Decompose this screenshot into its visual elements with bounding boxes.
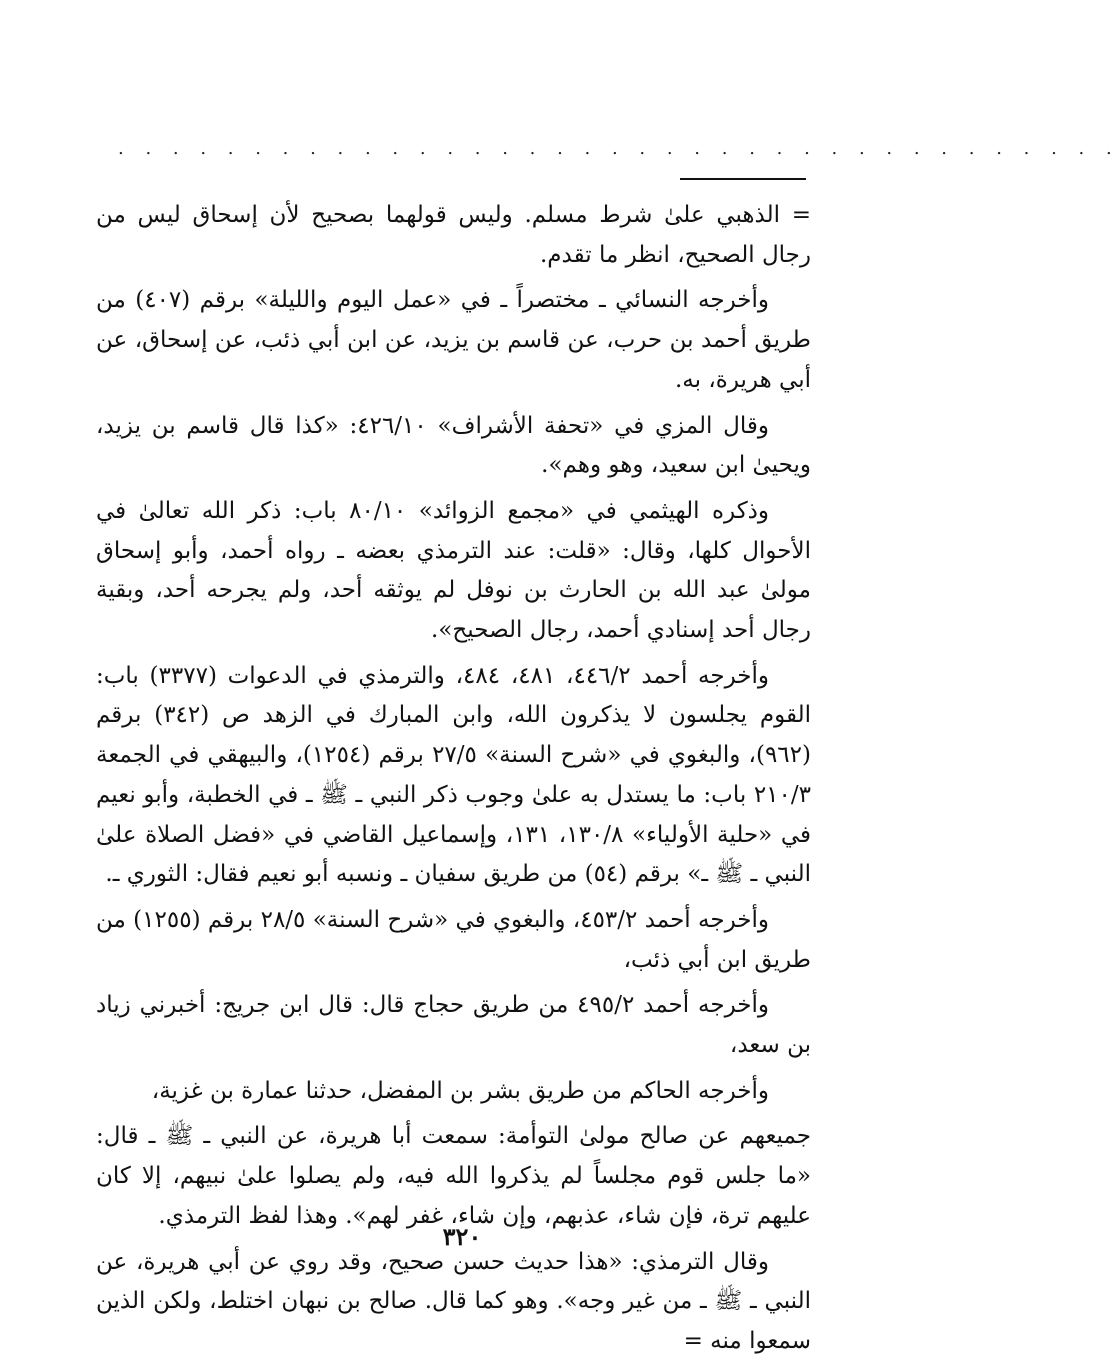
paragraph-4: وذكره الهيثمي في «مجمع الزوائد» ٨٠/١٠ باب: ذكر الله تعالىٰ في الأحوال كلها، وقال: «قلت: عند الترمذي بعضه ـ رواه أحمد، وأبو إسحاق مولىٰ عبد الله بن الحارث بن نوفل لم يوثقه أحد، ولم يجرحه أحد، وبقية رجال أحد إسنادي أحمد، رجال الصحيح». [96,497,811,644]
paragraph-7: وأخرجه أحمد ٤٩٥/٢ من طريق حجاج قال: قال ابن جريج: أخبرني زياد بن سعد، [96,992,811,1059]
footnote-body [96,196,811,1368]
footnote-rule [680,178,806,180]
paragraph-9: جميعهم عن صالح مولىٰ التوأمة: سمعت أبا هريرة، عن النبي ـ ﷺ ـ قال: «ما جلس قوم مجلساً لم يذكروا الله فيه، ولم يصلوا علىٰ نبيهم، إلا كان عليهم ترة، فإن شاء، عذبهم، وإن شاء، غفر لهم». وهذا لفظ الترمذي. [96,1123,811,1229]
dotted-separator: . . . . . . . . . . . . . . . . . . . . . . . . . . . . . . . . . . . . . [118,138,1120,159]
paragraph-5: وأخرجه أحمد ٤٤٦/٢، ٤٨١، ٤٨٤، والترمذي في الدعوات (٣٣٧٧) باب: القوم يجلسون لا يذكرون الله، وابن المبارك في الزهد ص (٣٤٢) برقم (٩٦٢)، والبغوي في «شرح السنة» ٢٧/٥ برقم (١٢٥٤)، والبيهقي في الجمعة ٢١٠/٣ باب: ما يستدل به علىٰ وجوب ذكر النبي ـ ﷺ ـ في الخطبة، وأبو نعيم في «حلية الأولياء» ١٣٠/٨، ١٣١، وإسماعيل القاضي في «فضل الصلاة علىٰ النبي ـ ﷺ ـ» برقم (٥٤) من طريق سفيان ـ ونسبه أبو نعيم فقال: الثوري ـ. [96,662,811,888]
page-number: ٣٢٠ [442,1222,482,1251]
paragraph-8: وأخرجه الحاكم من طريق بشر بن المفضل، حدثنا عمارة بن غزية، [151,1077,769,1104]
paragraph-1: = الذهبي علىٰ شرط مسلم. وليس قولهما بصحيح لأن إسحاق ليس من رجال الصحيح، انظر ما تقدم. [96,202,811,268]
paragraph-3: وقال المزي في «تحفة الأشراف» ٤٢٦/١٠: «كذا قال قاسم بن يزيد، ويحيىٰ ابن سعيد، وهو وهم». [96,412,811,479]
paragraph-2: وأخرجه النسائي ـ مختصراً ـ في «عمل اليوم والليلة» برقم (٤٠٧) من طريق أحمد بن حرب، عن قاسم بن يزيد، عن ابن أبي ذئب، عن إسحاق، عن أبي هريرة، به. [96,287,811,393]
paragraph-10: وقال الترمذي: «هذا حديث حسن صحيح، وقد روي عن أبي هريرة، عن النبي ـ ﷺ ـ من غير وجه». وهو كما قال. صالح بن نبهان اختلط، ولكن الذين سمعوا منه = [96,1248,811,1354]
paragraph-6: وأخرجه أحمد ٤٥٣/٢، والبغوي في «شرح السنة» ٢٨/٥ برقم (١٢٥٥) من طريق ابن أبي ذئب، [96,906,811,973]
